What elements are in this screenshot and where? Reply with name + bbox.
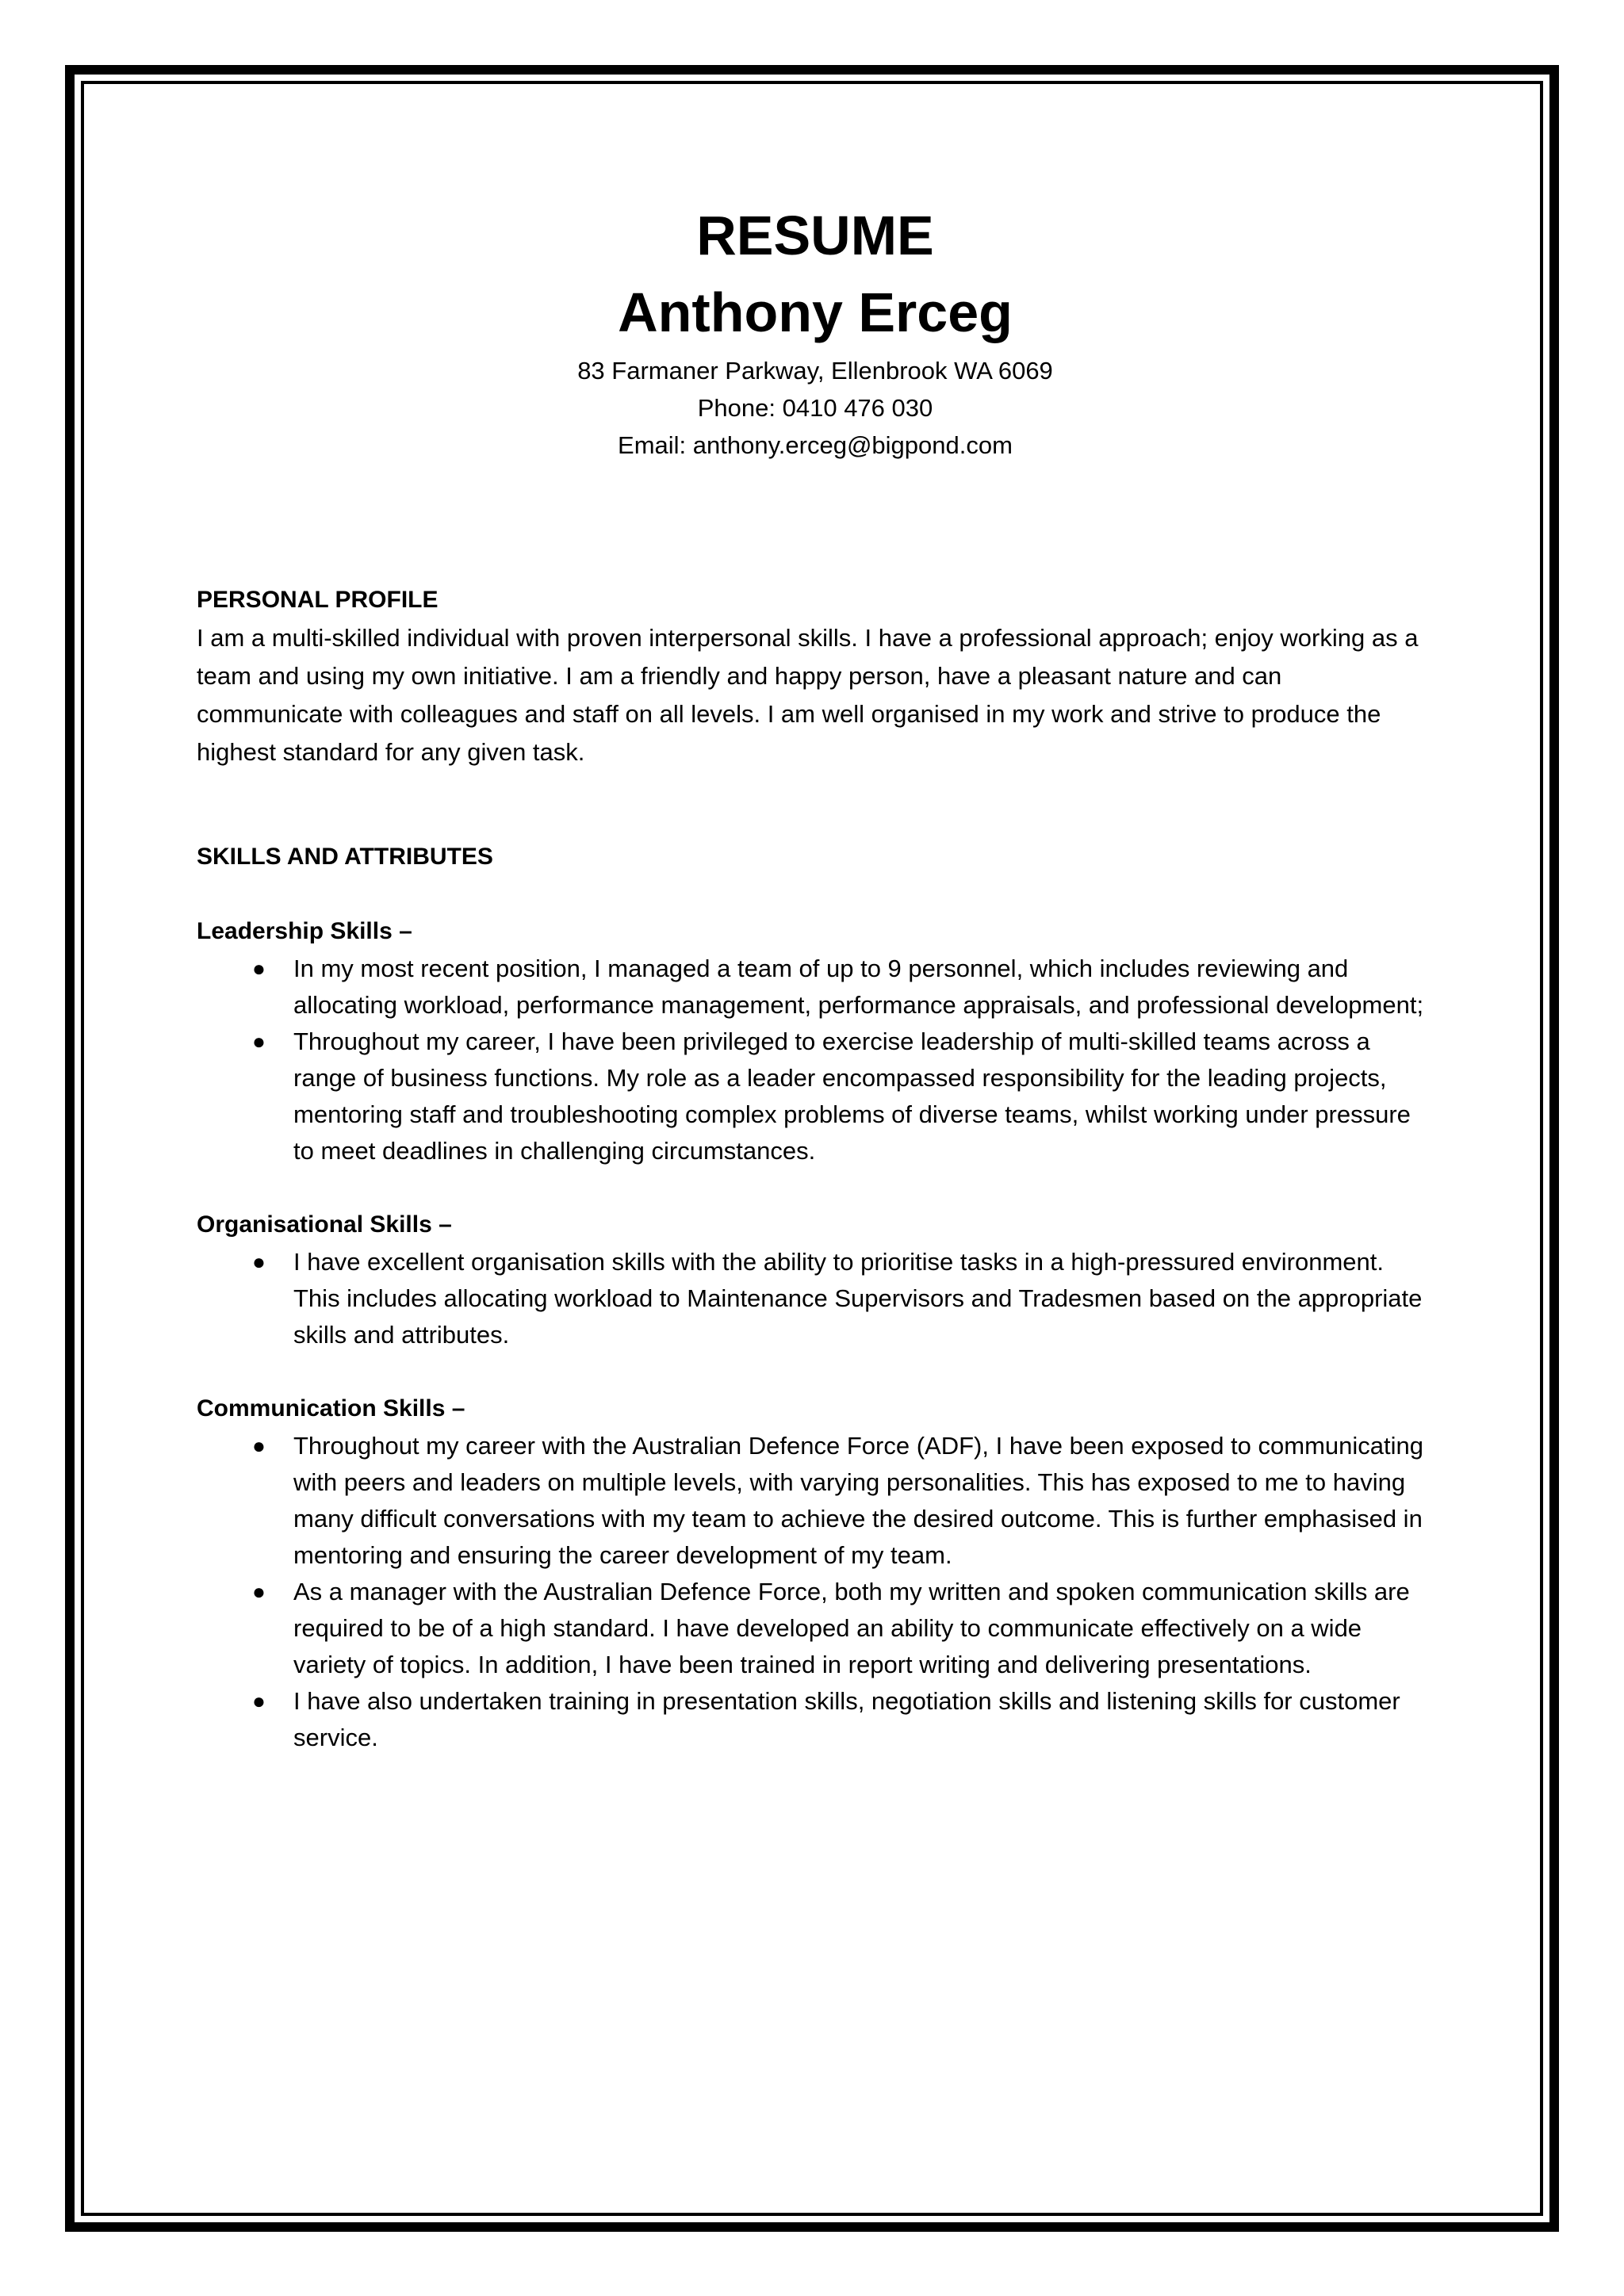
bullet-icon: ● (252, 1029, 266, 1054)
list-item (197, 1683, 1434, 1756)
bullet-icon: ● (252, 1249, 266, 1274)
list-item (197, 1574, 1434, 1683)
leadership-skills-block (197, 913, 1434, 1169)
list-item (197, 1428, 1434, 1574)
list-item-text: I have also undertaken training in presentation skills, negotiation skills and listening skills for customer service. (293, 1687, 1400, 1751)
resume-content (197, 198, 1434, 1756)
list-item (197, 1024, 1434, 1169)
list-item-text: I have excellent organisation skills with the ability to prioritise tasks in a high-pressured environment. This includes allocating workload to Maintenance Supervisors and Tradesmen based on the appropriate skills and attributes. (293, 1248, 1423, 1349)
document-title: RESUME (696, 205, 934, 266)
address-line: 83 Farmaner Parkway, Ellenbrook WA 6069 (577, 357, 1053, 385)
leadership-skills-heading: Leadership Skills – (197, 918, 412, 944)
email-line: Email: anthony.erceg@bigpond.com (618, 431, 1013, 459)
bullet-icon: ● (252, 1689, 266, 1713)
list-item (197, 951, 1434, 1024)
organisational-skills-heading: Organisational Skills – (197, 1211, 452, 1238)
leadership-skills-list (197, 951, 1434, 1169)
candidate-name: Anthony Erceg (618, 281, 1013, 343)
communication-skills-list (197, 1428, 1434, 1756)
bullet-icon: ● (252, 1433, 266, 1458)
phone-line: Phone: 0410 476 030 (697, 394, 933, 422)
bullet-icon: ● (252, 1579, 266, 1604)
list-item-text: Throughout my career with the Australian Defence Force (ADF), I have been exposed to communicating with peers and leaders on multiple levels, with varying personalities. This has exposed to me to having many difficult conversations with my team to achieve the desired outcome. This is further emphasised in mentoring and ensuring the career development of my team. (293, 1432, 1423, 1569)
communication-skills-heading: Communication Skills – (197, 1395, 465, 1422)
organisational-skills-list (197, 1244, 1434, 1353)
list-item-text: As a manager with the Australian Defence Force, both my written and spoken communication skills are required to be of a high standard. I have developed an ability to communicate effectively on a wide variety of topics. In addition, I have been trained in report writing and delivering presentations. (293, 1578, 1410, 1678)
list-item-text: Throughout my career, I have been privileged to exercise leadership of multi-skilled teams across a range of business functions. My role as a leader encompassed responsibility for the leading projects, mentoring staff and troubleshooting complex problems of diverse teams, whilst working under pressure to meet deadlines in challenging circumstances. (293, 1027, 1411, 1165)
personal-profile-text: I am a multi-skilled individual with proven interpersonal skills. I have a professional approach; enjoy working as a team and using my own initiative. I am a friendly and happy person, have a pleasant nature and can communicate with colleagues and staff on all levels. I am well organised in my work and strive to produce the highest standard for any given task. (197, 624, 1419, 766)
personal-profile-section (197, 581, 1434, 771)
list-item-text: In my most recent position, I managed a team of up to 9 personnel, which includes reviewing and allocating workload, performance management, performance appraisals, and professional development; (293, 955, 1424, 1019)
communication-skills-block (197, 1390, 1434, 1756)
skills-heading: SKILLS AND ATTRIBUTES (197, 844, 493, 870)
skills-section (197, 838, 1434, 1756)
list-item (197, 1244, 1434, 1353)
resume-header (197, 198, 1434, 464)
organisational-skills-block (197, 1206, 1434, 1353)
bullet-icon: ● (252, 956, 266, 981)
personal-profile-heading: PERSONAL PROFILE (197, 587, 439, 613)
